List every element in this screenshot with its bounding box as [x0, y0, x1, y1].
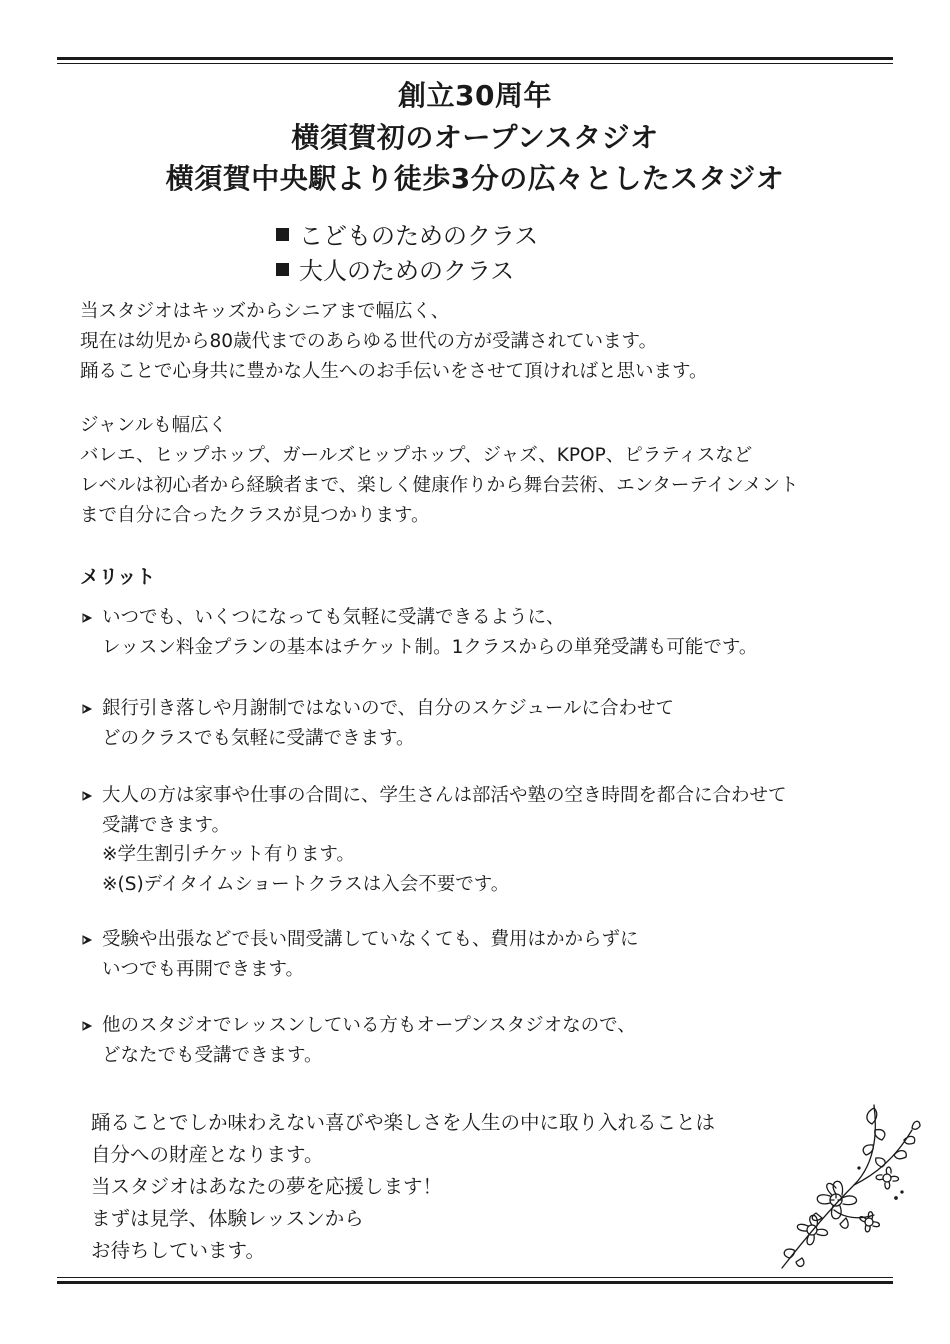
genre-line: まで自分に合ったクラスが見つかります。 [80, 505, 430, 526]
merit-line: 銀行引き落しや月謝制ではないので、自分のスケジュールに合わせて [102, 698, 675, 719]
merit-item [80, 781, 787, 899]
class-label: こどものためのクラス [299, 222, 539, 250]
merit-line: 受験や出張などで長い間受講していなくても、費用はかからずに [102, 929, 639, 950]
genre-paragraph [80, 411, 799, 531]
bottom-double-rule [57, 1277, 893, 1284]
headline-location: 横須賀中央駅より徒歩3分の広々としたスタジオ [165, 162, 785, 195]
black-square-icon [276, 228, 289, 241]
class-label: 大人のためのクラス [299, 257, 515, 285]
closing-message [91, 1107, 715, 1267]
closing-line: お待ちしています。 [91, 1239, 265, 1262]
headline-anniversary: 創立30周年 [398, 79, 552, 112]
merit-heading: メリット [80, 566, 156, 588]
black-square-icon [276, 263, 289, 276]
intro-paragraph [80, 297, 708, 387]
merit-line: 大人の方は家事や仕事の合間に、学生さんは部活や塾の空き時間を都合に合わせて [102, 785, 787, 806]
merit-line: どなたでも受講できます。 [102, 1044, 323, 1066]
closing-line: 踊ることでしか味わえない喜びや楽しさを人生の中に取り入れることは [91, 1111, 716, 1134]
merit-line: ※(S)デイタイムショートクラスは入会不要です。 [102, 873, 510, 895]
intro-line: 現在は幼児から80歳代までのあらゆる世代の方が受講されています。 [80, 331, 658, 352]
floral-illustration-icon [774, 1100, 924, 1272]
merit-item [80, 1011, 636, 1070]
intro-line: 踊ることで心身共に豊かな人生へのお手伝いをさせて頂ければと思います。 [80, 361, 708, 382]
closing-line: まずは見学、体験レッスンから [91, 1207, 364, 1230]
arrow-bullet-icon [80, 789, 94, 803]
headline-open-studio: 横須賀初のオープンスタジオ [291, 121, 659, 154]
arrow-bullet-icon [80, 1019, 94, 1033]
class-list [276, 219, 538, 289]
arrow-bullet-icon [80, 611, 94, 625]
top-double-rule [57, 57, 893, 64]
genre-line: バレエ、ヒップホップ、ガールズヒップホップ、ジャズ、KPOP、ピラティスなど [80, 445, 753, 466]
merit-line: ※学生割引チケット有ります。 [102, 844, 355, 865]
genre-line: ジャンルも幅広く [80, 415, 228, 436]
merit-line: どのクラスでも気軽に受講できます。 [102, 727, 415, 749]
genre-line: レベルは初心者から経験者まで、楽しく健康作りから舞台芸術、エンターテインメント [80, 475, 799, 496]
class-item-adults [276, 254, 538, 289]
closing-line: 当スタジオはあなたの夢を応援します！ [91, 1175, 443, 1198]
merit-line: いつでも、いくつになっても気軽に受講できるように、 [102, 607, 565, 628]
class-item-kids [276, 219, 538, 254]
merit-line: レッスン料金プランの基本はチケット制。1クラスからの単発受講も可能です。 [102, 636, 758, 658]
closing-line: 自分への財産となります。 [91, 1143, 324, 1166]
merit-line: 受講できます。 [102, 814, 231, 836]
merit-line: いつでも再開できます。 [102, 958, 305, 980]
merit-item [80, 925, 639, 984]
merit-line: 他のスタジオでレッスンしている方もオープンスタジオなので、 [102, 1015, 636, 1036]
arrow-bullet-icon [80, 702, 94, 716]
merit-item [80, 694, 674, 753]
merit-item [80, 603, 757, 662]
arrow-bullet-icon [80, 933, 94, 947]
intro-line: 当スタジオはキッズからシニアまで幅広く、 [80, 301, 450, 322]
